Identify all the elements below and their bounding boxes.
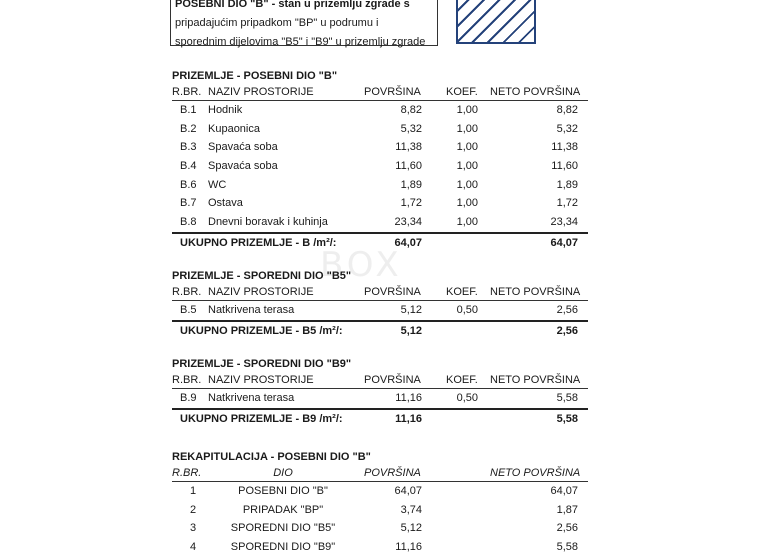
row-povrsina: 5,32 xyxy=(400,122,422,135)
row-povrsina: 8,82 xyxy=(400,104,422,116)
total-row xyxy=(172,232,588,252)
table-row xyxy=(172,501,588,520)
table-row xyxy=(172,138,588,157)
row-no: 1 xyxy=(189,485,197,497)
table-header xyxy=(172,84,588,101)
header-naziv: NAZIV PROSTORIJE xyxy=(208,86,314,98)
header-povrsina: POVRŠINA xyxy=(364,86,421,98)
total-neto: 64,07 xyxy=(550,236,578,249)
header-neto: NETO POVRŠINA xyxy=(490,467,581,479)
row-neto: 5,32 xyxy=(556,122,578,135)
row-povrsina: 3,74 xyxy=(400,503,422,516)
table-body xyxy=(172,101,588,232)
header-neto: NETO POVRŠINA xyxy=(490,286,581,298)
row-dio: SPOREDNI DIO "B9" xyxy=(230,541,336,554)
row-neto: 1,87 xyxy=(556,503,578,516)
row-naziv: Spavaća soba xyxy=(208,160,278,173)
table-header xyxy=(172,465,588,482)
row-koef: 1,00 xyxy=(456,197,478,210)
row-koef: 1,00 xyxy=(456,216,478,229)
row-neto: 1,72 xyxy=(556,197,578,210)
row-koef: 1,00 xyxy=(456,104,478,116)
section-b5 xyxy=(172,268,588,340)
total-label: UKUPNO PRIZEMLJE - B5 /m²/: xyxy=(180,324,343,337)
description-line-1: POSEBNI DIO "B" - stan u prizemlju zgrade s xyxy=(175,0,410,10)
row-no: 2 xyxy=(189,503,197,516)
row-naziv: WC xyxy=(208,178,227,191)
section-title: PRIZEMLJE - SPOREDNI DIO "B5" xyxy=(172,270,352,282)
row-povrsina: 5,12 xyxy=(400,304,422,316)
table-header xyxy=(172,372,588,389)
row-neto: 23,34 xyxy=(550,216,578,229)
description-line-3: sporednim dijelovima "B5" i "B9" u prizemlju zgrade xyxy=(175,36,426,48)
table-row xyxy=(172,120,588,139)
section-recap xyxy=(172,449,588,557)
header-povrsina: POVRŠINA xyxy=(364,467,421,479)
row-neto: 5,58 xyxy=(556,541,578,554)
header-rbr: R.BR. xyxy=(172,374,202,386)
row-dio: PRIPADAK "BP" xyxy=(242,503,324,516)
row-neto: 64,07 xyxy=(550,485,578,497)
section-title: PRIZEMLJE - POSEBNI DIO "B" xyxy=(172,70,338,82)
row-koef: 1,00 xyxy=(456,122,478,135)
total-row xyxy=(172,320,588,340)
total-label: UKUPNO PRIZEMLJE - B /m²/: xyxy=(180,236,337,249)
section-title: REKAPITULACIJA - POSEBNI DIO "B" xyxy=(172,451,371,463)
row-rbr: B.1 xyxy=(180,104,197,116)
header-koef: KOEF. xyxy=(446,374,478,386)
row-povrsina: 64,07 xyxy=(394,485,422,497)
row-koef: 0,50 xyxy=(456,304,478,316)
row-povrsina: 23,34 xyxy=(394,216,422,229)
table-row xyxy=(172,301,588,320)
row-neto: 2,56 xyxy=(556,304,578,316)
header-rbr: R.BR. xyxy=(172,467,202,479)
header-neto: NETO POVRŠINA xyxy=(490,374,581,386)
table-row xyxy=(172,194,588,213)
row-naziv: Dnevni boravak i kuhinja xyxy=(208,216,328,229)
row-povrsina: 5,12 xyxy=(400,522,422,535)
section-b xyxy=(172,68,588,252)
row-neto: 2,56 xyxy=(556,522,578,535)
row-rbr: B.9 xyxy=(180,392,197,404)
header-povrsina: POVRŠINA xyxy=(364,286,421,298)
row-rbr: B.5 xyxy=(180,304,197,316)
total-povrsina: 64,07 xyxy=(394,236,422,249)
description-line-2: pripadajućim pripadkom "BP" u podrumu i xyxy=(175,17,379,29)
row-neto: 1,89 xyxy=(556,178,578,191)
total-neto: 5,58 xyxy=(556,412,578,425)
header-koef: KOEF. xyxy=(446,286,478,298)
row-naziv: Kupaonica xyxy=(208,122,260,135)
row-neto: 5,58 xyxy=(556,392,578,404)
row-dio: POSEBNI DIO "B" xyxy=(238,485,328,497)
row-no: 3 xyxy=(189,522,197,535)
header-neto: NETO POVRŠINA xyxy=(490,86,581,98)
row-naziv: Hodnik xyxy=(208,104,243,116)
row-povrsina: 1,72 xyxy=(400,197,422,210)
header-povrsina: POVRŠINA xyxy=(364,374,421,386)
row-koef: 1,00 xyxy=(456,160,478,173)
header-rbr: R.BR. xyxy=(172,86,202,98)
header-rbr: R.BR. xyxy=(172,286,202,298)
row-no: 4 xyxy=(189,541,197,554)
row-naziv: Natkrivena terasa xyxy=(208,392,295,404)
row-rbr: B.6 xyxy=(180,178,197,191)
row-dio: SPOREDNI DIO "B5" xyxy=(230,522,336,535)
table-row xyxy=(172,157,588,176)
table-row xyxy=(172,482,588,501)
table-header xyxy=(172,284,588,301)
table-row xyxy=(172,538,588,557)
row-neto: 8,82 xyxy=(556,104,578,116)
total-povrsina: 11,16 xyxy=(395,412,422,425)
header-dio: DIO xyxy=(273,467,293,479)
row-neto: 11,60 xyxy=(551,160,578,173)
row-povrsina: 1,89 xyxy=(400,178,422,191)
row-koef: 0,50 xyxy=(456,392,478,404)
row-povrsina: 11,60 xyxy=(395,160,422,173)
header-naziv: NAZIV PROSTORIJE xyxy=(208,286,314,298)
table-row xyxy=(172,101,588,120)
row-povrsina: 11,16 xyxy=(395,541,422,554)
section-title: PRIZEMLJE - SPOREDNI DIO "B9" xyxy=(172,358,352,370)
row-naziv: Ostava xyxy=(208,197,243,210)
row-koef: 1,00 xyxy=(456,178,478,191)
header-naziv: NAZIV PROSTORIJE xyxy=(208,374,314,386)
row-naziv: Natkrivena terasa xyxy=(208,304,295,316)
header-koef: KOEF. xyxy=(446,86,478,98)
row-neto: 11,38 xyxy=(551,141,578,154)
table-row xyxy=(172,213,588,232)
row-povrsina: 11,38 xyxy=(395,141,422,154)
row-rbr: B.4 xyxy=(180,160,197,173)
watermark: BOX xyxy=(320,245,403,285)
row-povrsina: 11,16 xyxy=(395,392,422,404)
table-row xyxy=(172,389,588,408)
hatch-legend-swatch xyxy=(456,0,536,44)
row-rbr: B.7 xyxy=(180,197,197,210)
row-rbr: B.3 xyxy=(180,141,197,154)
section-b9 xyxy=(172,356,588,428)
total-neto: 2,56 xyxy=(556,324,578,337)
row-naziv: Spavaća soba xyxy=(208,141,278,154)
row-rbr: B.2 xyxy=(180,122,197,135)
total-row xyxy=(172,408,588,428)
total-povrsina: 5,12 xyxy=(400,324,422,337)
table-row xyxy=(172,519,588,538)
total-label: UKUPNO PRIZEMLJE - B9 /m²/: xyxy=(180,412,343,425)
row-koef: 1,00 xyxy=(456,141,478,154)
row-rbr: B.8 xyxy=(180,216,197,229)
table-row xyxy=(172,176,588,195)
description-box xyxy=(170,0,438,46)
